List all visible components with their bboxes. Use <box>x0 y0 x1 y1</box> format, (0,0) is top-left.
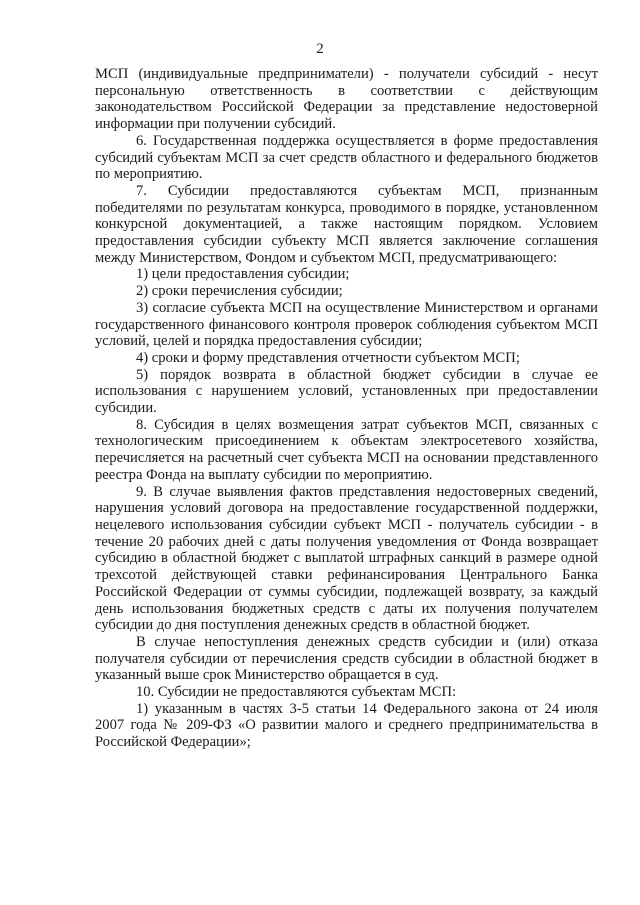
paragraph: В случае непоступления денежных средств субсидии и (или) отказа получателя субсидии от перечисления средств субсидии в областной бюджет в указанный выше срок Министерство обращается в суд. <box>95 633 598 684</box>
paragraph: 5) порядок возврата в областной бюджет субсидии в случае ее использования с нарушением условий, установленных при предоставлении субсидии. <box>95 366 598 417</box>
paragraph: 6. Государственная поддержка осуществляется в форме предоставления субсидий субъектам МСП за счет средств областного и федерального бюджетов по мероприятию. <box>95 132 598 183</box>
paragraph: 2) сроки перечисления субсидии; <box>136 283 343 300</box>
paragraph: 10. Субсидии не предоставляются субъектам МСП: <box>136 684 457 701</box>
paragraph: 1) цели предоставления субсидии; <box>136 266 350 283</box>
paragraph: 8. Субсидия в целях возмещения затрат субъектов МСП, связанных с технологическим присоединением к объектам электросетевого хозяйства, перечисляется на расчетный счет субъекта МСП на основании представленного реестра Фонда на выплату субсидии по мероприятию. <box>95 416 598 483</box>
paragraph: 4) сроки и форму представления отчетности субъектом МСП; <box>136 349 520 366</box>
paragraph: 9. В случае выявления фактов представления недостоверных сведений, нарушения условий договора на предоставление государственной поддержки, нецелевого использования субсидии субъект МСП - получатель субсидии - в течение 20 рабочих дней с даты получения уведомления от Фонда возвращает субсидию в областной бюджет с выплатой штрафных санкций в размере одной трехсотой действующей ставки рефинансирования Центрального Банка Российской Федерации от суммы субсидии, подлежащей возврату, за каждый день использования бюджетных средств с даты их получения получателем субсидии до дня поступления денежных средств в областной бюджет. <box>95 483 598 634</box>
page-number: 2 <box>316 41 324 57</box>
document-body <box>95 66 598 751</box>
paragraph: 1) указанным в частях 3-5 статьи 14 Федерального закона от 24 июля 2007 года № 209-ФЗ «О развитии малого и среднего предпринимательства в Российской Федерации»; <box>95 700 598 751</box>
paragraph: 3) согласие субъекта МСП на осуществление Министерством и органами государственного финансового контроля проверок соблюдения субъектом МСП условий, целей и порядка предоставления субсидии; <box>95 299 598 350</box>
paragraph: МСП (индивидуальные предприниматели) - получатели субсидий - несут персональную ответственность в соответствии с действующим законодательством Российской Федерации за представление недостоверной информации при получении субсидий. <box>95 66 598 133</box>
paragraph: 7. Субсидии предоставляются субъектам МСП, признанным победителями по результатам конкурса, проводимого в порядке, установленном конкурсной документацией, а также настоящим порядком. Условием предоставления субсидии субъекту МСП является заключение соглашения между Министерством, Фондом и субъектом МСП, предусматривающего: <box>95 182 598 266</box>
